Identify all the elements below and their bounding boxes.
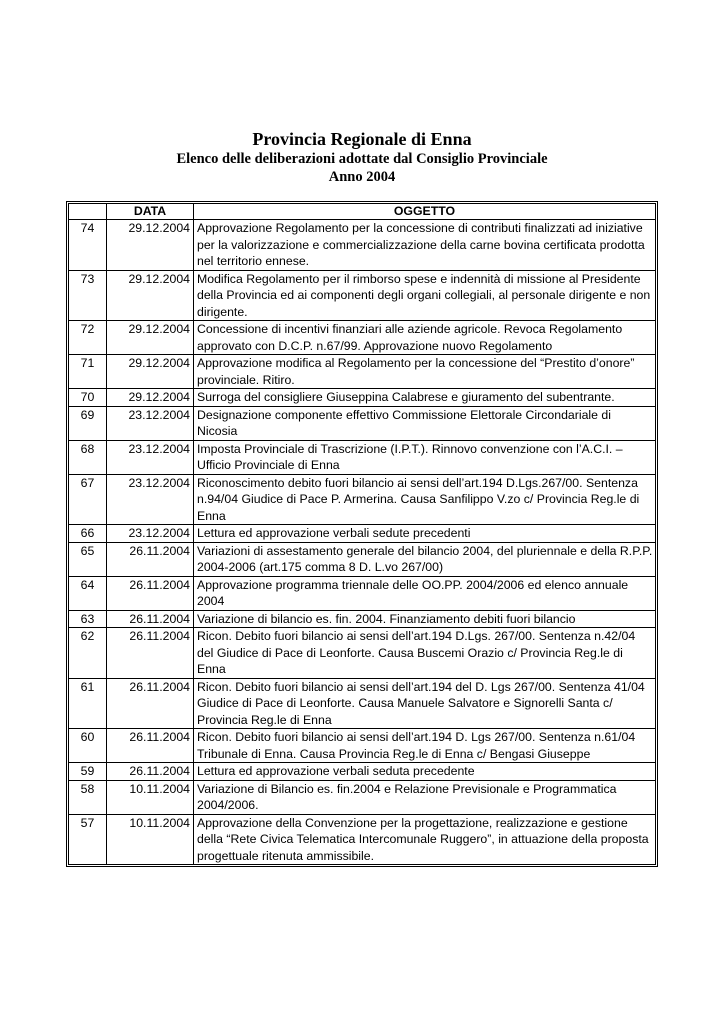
deliberation-subject: Ricon. Debito fuori bilancio ai sensi dell’art.194 del D. Lgs 267/00. Sentenza 41/04 Giudice di Pace di Leonforte. Causa Manuele Salvatore e Signorelli Santa c/ Provincia Reg.le di Enna xyxy=(194,678,656,729)
deliberation-date: 26.11.2004 xyxy=(107,576,194,610)
deliberation-date: 29.12.2004 xyxy=(107,220,194,271)
table-row xyxy=(69,406,656,440)
deliberation-number: 60 xyxy=(69,729,107,763)
document-year: Anno 2004 xyxy=(328,169,396,185)
deliberation-subject: Imposta Provinciale di Trascrizione (I.P.T.). Rinnovo convenzione con l’A.C.I. – Ufficio Provinciale di Enna xyxy=(194,440,656,474)
deliberation-subject: Lettura ed approvazione verbali sedute precedenti xyxy=(194,525,656,543)
deliberation-subject: Modifica Regolamento per il rimborso spese e indennità di missione al Presidente della Provincia ed ai componenti degli organi collegiali, al personale dirigente e non dirigente. xyxy=(194,270,656,321)
deliberation-number: 74 xyxy=(69,220,107,271)
column-header-subject: OGGETTO xyxy=(194,204,656,220)
deliberation-date: 26.11.2004 xyxy=(107,729,194,763)
table-row xyxy=(69,389,656,407)
deliberation-number: 71 xyxy=(69,355,107,389)
deliberation-subject: Approvazione modifica al Regolamento per la concessione del “Prestito d’onore” provinciale. Ritiro. xyxy=(194,355,656,389)
deliberation-date: 26.11.2004 xyxy=(107,628,194,679)
table-row xyxy=(69,355,656,389)
deliberation-number: 68 xyxy=(69,440,107,474)
table-row xyxy=(69,678,656,729)
deliberation-subject: Approvazione Regolamento per la concessione di contributi finalizzati ad iniziative per la valorizzazione e commercializzazione della carne bovina certificata prodotta nel territorio ennese. xyxy=(194,220,656,271)
table-row xyxy=(69,525,656,543)
document-subtitle: Elenco delle deliberazioni adottate dal Consiglio Provinciale xyxy=(176,151,548,167)
deliberation-subject: Variazione di bilancio es. fin. 2004. Finanziamento debiti fuori bilancio xyxy=(194,610,656,628)
deliberation-number: 61 xyxy=(69,678,107,729)
deliberations-table xyxy=(68,203,656,865)
table-row xyxy=(69,814,656,865)
table-row xyxy=(69,542,656,576)
deliberation-number: 67 xyxy=(69,474,107,525)
deliberation-number: 58 xyxy=(69,780,107,814)
table-row xyxy=(69,628,656,679)
deliberation-date: 26.11.2004 xyxy=(107,610,194,628)
deliberation-date: 29.12.2004 xyxy=(107,389,194,407)
deliberation-number: 72 xyxy=(69,321,107,355)
deliberation-number: 59 xyxy=(69,763,107,781)
deliberation-number: 73 xyxy=(69,270,107,321)
deliberation-date: 23.12.2004 xyxy=(107,474,194,525)
deliberation-subject: Approvazione programma triennale delle OO.PP. 2004/2006 ed elenco annuale 2004 xyxy=(194,576,656,610)
deliberation-number: 70 xyxy=(69,389,107,407)
deliberation-number: 63 xyxy=(69,610,107,628)
deliberation-date: 26.11.2004 xyxy=(107,678,194,729)
table-body xyxy=(69,220,656,865)
table-row xyxy=(69,220,656,271)
document-title: Provincia Regionale di Enna xyxy=(252,129,472,149)
deliberation-number: 66 xyxy=(69,525,107,543)
deliberation-subject: Ricon. Debito fuori bilancio ai sensi dell’art.194 D. Lgs 267/00. Sentenza n.61/04 Tribunale di Enna. Causa Provincia Reg.le di Enna c/ Bengasi Giuseppe xyxy=(194,729,656,763)
deliberation-date: 26.11.2004 xyxy=(107,763,194,781)
deliberation-date: 23.12.2004 xyxy=(107,525,194,543)
deliberation-subject: Concessione di incentivi finanziari alle aziende agricole. Revoca Regolamento approvato con D.C.P. n.67/99. Approvazione nuovo Regolamento xyxy=(194,321,656,355)
deliberation-date: 23.12.2004 xyxy=(107,406,194,440)
column-header-number xyxy=(69,204,107,220)
deliberation-date: 10.11.2004 xyxy=(107,780,194,814)
deliberation-date: 29.12.2004 xyxy=(107,321,194,355)
table-row xyxy=(69,729,656,763)
table-row xyxy=(69,270,656,321)
table-row xyxy=(69,474,656,525)
deliberation-number: 65 xyxy=(69,542,107,576)
table-row xyxy=(69,763,656,781)
column-header-date: DATA xyxy=(107,204,194,220)
table-header-row xyxy=(69,204,656,220)
deliberation-subject: Variazioni di assestamento generale del bilancio 2004, del pluriennale e della R.P.P. 2004-2006 (art.175 comma 8 D. L.vo 267/00) xyxy=(194,542,656,576)
table-row xyxy=(69,610,656,628)
deliberation-number: 57 xyxy=(69,814,107,865)
deliberation-date: 10.11.2004 xyxy=(107,814,194,865)
deliberation-subject: Surroga del consigliere Giuseppina Calabrese e giuramento del subentrante. xyxy=(194,389,656,407)
deliberation-number: 62 xyxy=(69,628,107,679)
deliberation-subject: Approvazione della Convenzione per la progettazione, realizzazione e gestione della “Rete Civica Telematica Intercomunale Ruggero”, in attuazione della proposta progettuale ritenuta ammissibile. xyxy=(194,814,656,865)
deliberation-subject: Riconoscimento debito fuori bilancio ai sensi dell’art.194 D.Lgs.267/00. Sentenza n.94/04 Giudice di Pace P. Armerina. Causa Sanfilippo V.zo c/ Provincia Reg.le di Enna xyxy=(194,474,656,525)
deliberation-date: 26.11.2004 xyxy=(107,542,194,576)
deliberation-date: 29.12.2004 xyxy=(107,355,194,389)
deliberation-date: 23.12.2004 xyxy=(107,440,194,474)
document-header xyxy=(0,128,724,186)
deliberation-number: 64 xyxy=(69,576,107,610)
table-row xyxy=(69,780,656,814)
deliberations-table-frame xyxy=(66,201,658,867)
table-row xyxy=(69,440,656,474)
deliberation-subject: Variazione di Bilancio es. fin.2004 e Relazione Previsionale e Programmatica 2004/2006. xyxy=(194,780,656,814)
table-row xyxy=(69,576,656,610)
deliberation-subject: Lettura ed approvazione verbali seduta precedente xyxy=(194,763,656,781)
table-row xyxy=(69,321,656,355)
deliberation-number: 69 xyxy=(69,406,107,440)
deliberation-date: 29.12.2004 xyxy=(107,270,194,321)
deliberation-subject: Designazione componente effettivo Commissione Elettorale Circondariale di Nicosia xyxy=(194,406,656,440)
deliberation-subject: Ricon. Debito fuori bilancio ai sensi dell’art.194 D.Lgs. 267/00. Sentenza n.42/04 del Giudice di Pace di Leonforte. Causa Buscemi Orazio c/ Provincia Reg.le di Enna xyxy=(194,628,656,679)
